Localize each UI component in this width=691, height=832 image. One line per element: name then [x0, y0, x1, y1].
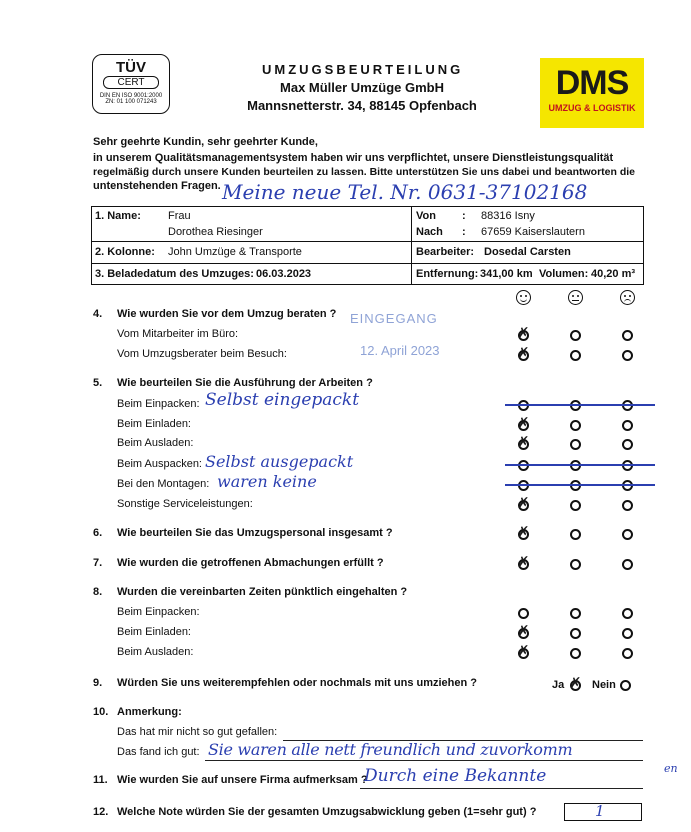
q11-number: 11.: [93, 774, 108, 786]
q11-text: Wie wurden Sie auf unsere Firma aufmerksam ?: [117, 774, 368, 786]
q5-item-6: Sonstige Serviceleistungen:: [117, 498, 253, 510]
nach-label: Nach: [416, 226, 443, 238]
rating-radio[interactable]: [622, 330, 633, 341]
dms-logo: [540, 58, 644, 128]
intro-line2: regelmäßig durch unsere Kunden beurteilen zu lassen. Bitte unterstützen Sie uns dabei und beantworten die: [93, 166, 636, 178]
happy-face-icon: [516, 290, 531, 305]
rating-radio[interactable]: [570, 350, 581, 361]
q9-ja-label: Ja: [552, 679, 565, 691]
q8-text: Wurden die vereinbarten Zeiten pünktlich eingehalten ?: [117, 586, 408, 598]
von-label: Von: [416, 210, 436, 222]
strike-through-line: [505, 464, 655, 466]
bearbeiter-label: Bearbeiter:: [416, 246, 475, 258]
q8-number: 8.: [93, 586, 103, 598]
name-label: 1. Name:: [95, 210, 141, 222]
rating-radio[interactable]: [622, 559, 633, 570]
rating-radio[interactable]: [622, 529, 633, 540]
q7-number: 7.: [93, 557, 103, 569]
q9-number: 9.: [93, 677, 103, 689]
handwritten-phone-note: Meine neue Tel. Nr. 0631-37102168: [222, 180, 588, 204]
company-address: Mannsnetterstr. 34, 88145 Opfenbach: [247, 98, 477, 113]
q9-text: Würden Sie uns weiterempfehlen oder nochmals mit uns umziehen ?: [117, 677, 478, 689]
nach-value: 67659 Kaiserslautern: [481, 226, 585, 238]
dms-tagline: UMZUG & LOGISTIK: [548, 103, 636, 113]
rating-radio[interactable]: [622, 350, 633, 361]
rating-radio[interactable]: [622, 420, 633, 431]
rating-cross: ✗: [517, 554, 530, 571]
q5-item-5: Bei den Montagen:: [117, 478, 210, 490]
q12-grade-box[interactable]: [564, 803, 642, 821]
name-salutation: Frau: [168, 210, 191, 222]
q4-text: Wie wurden Sie vor dem Umzug beraten ?: [117, 308, 337, 320]
rating-radio[interactable]: [570, 529, 581, 540]
sad-face-icon: [620, 290, 635, 305]
q10-good-hw: Sie waren alle nett freundlich und zuvorkomm: [208, 740, 573, 759]
rating-radio[interactable]: [570, 330, 581, 341]
q10-number: 10.: [93, 706, 109, 718]
rating-cross: ✗: [517, 623, 530, 640]
kolonne-label: 2. Kolonne:: [95, 246, 155, 258]
rating-radio[interactable]: [570, 439, 581, 450]
rating-radio[interactable]: [570, 648, 581, 659]
received-stamp: EINGEGANG: [350, 311, 438, 326]
q5-hw-1: Selbst eingepackt: [205, 390, 360, 410]
q9-ja-cross: ✗: [569, 675, 582, 692]
intro-line1: in unserem Qualitätsmanagementsystem haben wir uns verpflichtet, unsere Dienstleistungsqualität: [93, 152, 614, 164]
tuv-logo: [92, 54, 170, 114]
date-label: 3. Beladedatum des Umzuges:: [95, 268, 254, 280]
entfernung-value: 341,00 km: [480, 268, 533, 280]
q5-item-4: Beim Auspacken:: [117, 458, 202, 470]
rating-cross: ✗: [517, 434, 530, 451]
rating-radio[interactable]: [622, 648, 633, 659]
company-name: Max Müller Umzüge GmbH: [280, 80, 444, 95]
tuv-cert: CERT: [103, 76, 159, 89]
q5-hw-3: waren keine: [217, 472, 317, 491]
bearbeiter-value: Dosedal Carsten: [484, 246, 571, 258]
q8-item-1: Beim Einpacken:: [117, 606, 200, 618]
q7-text: Wie wurden die getroffenen Abmachungen erfüllt ?: [117, 557, 384, 569]
q10-good-hw-cont: en: [664, 762, 678, 775]
q9-nein-label: Nein: [592, 679, 616, 691]
q12-text: Welche Note würden Sie der gesamten Umzugsabwicklung geben (1=sehr gut) ?: [117, 806, 537, 818]
volumen-value: 40,20 m³: [591, 268, 636, 280]
tuv-line1: DIN EN ISO 9001:2000: [99, 93, 163, 99]
kolonne-value: John Umzüge & Transporte: [168, 246, 302, 258]
rating-radio[interactable]: [570, 628, 581, 639]
rating-radio[interactable]: [570, 608, 581, 619]
q5-text: Wie beurteilen Sie die Ausführung der Arbeiten ?: [117, 377, 373, 389]
q6-number: 6.: [93, 527, 103, 539]
rating-radio[interactable]: [570, 559, 581, 570]
q4-number: 4.: [93, 308, 103, 320]
q10-bad-label: Das hat mir nicht so gut gefallen:: [117, 726, 278, 738]
date-value: 06.03.2023: [256, 268, 312, 280]
rating-cross: ✗: [517, 325, 530, 342]
rating-radio[interactable]: [570, 500, 581, 511]
tuv-line2: ZN: 01 100 071243: [105, 99, 157, 105]
dms-name: DMS: [555, 64, 629, 102]
rating-cross: ✗: [517, 524, 530, 541]
von-value: 88316 Isny: [481, 210, 535, 222]
q4-item-1: Vom Mitarbeiter im Büro:: [117, 328, 239, 340]
strike-through-line: [505, 404, 655, 406]
rating-radio[interactable]: [622, 500, 633, 511]
volumen-label: Volumen:: [539, 268, 589, 280]
q5-item-2: Beim Einladen:: [117, 418, 191, 430]
rating-radio[interactable]: [518, 608, 529, 619]
rating-radio[interactable]: [622, 628, 633, 639]
rating-radio[interactable]: [570, 420, 581, 431]
strike-through-line: [505, 484, 655, 486]
document-title: UMZUGSBEURTEILUNG: [262, 62, 464, 77]
rating-radio[interactable]: [622, 439, 633, 450]
q10-good-label: Das fand ich gut:: [117, 746, 200, 758]
rating-cross: ✗: [517, 643, 530, 660]
rating-cross: ✗: [517, 495, 530, 512]
name-value: Dorothea Riesinger: [168, 226, 263, 238]
intro-greeting: Sehr geehrte Kundin, sehr geehrter Kunde,: [93, 136, 318, 148]
entfernung-label: Entfernung:: [416, 268, 479, 280]
q10-text: Anmerkung:: [117, 706, 182, 718]
q12-number: 12.: [93, 806, 109, 818]
rating-cross: ✗: [517, 415, 530, 432]
q9-nein-radio[interactable]: [620, 680, 631, 691]
q6-text: Wie beurteilen Sie das Umzugspersonal insgesamt ?: [117, 527, 393, 539]
received-stamp-date: 12. April 2023: [360, 343, 440, 358]
q5-item-1: Beim Einpacken:: [117, 398, 200, 410]
q4-item-2: Vom Umzugsberater beim Besuch:: [117, 348, 287, 360]
q8-item-3: Beim Ausladen:: [117, 646, 194, 658]
tuv-brand: TÜV: [116, 59, 146, 76]
rating-cross: ✗: [517, 345, 530, 362]
q8-item-2: Beim Einladen:: [117, 626, 191, 638]
nach-colon: :: [462, 226, 466, 238]
neutral-face-icon: [568, 290, 583, 305]
q5-item-3: Beim Ausladen:: [117, 437, 194, 449]
rating-radio[interactable]: [622, 608, 633, 619]
q5-number: 5.: [93, 377, 103, 389]
q5-hw-2: Selbst ausgepackt: [205, 452, 354, 471]
q11-hw: Durch eine Bekannte: [364, 766, 547, 786]
intro-line3: untenstehenden Fragen.: [93, 180, 221, 192]
q12-grade-value: 1: [595, 802, 605, 820]
von-colon: :: [462, 210, 466, 222]
